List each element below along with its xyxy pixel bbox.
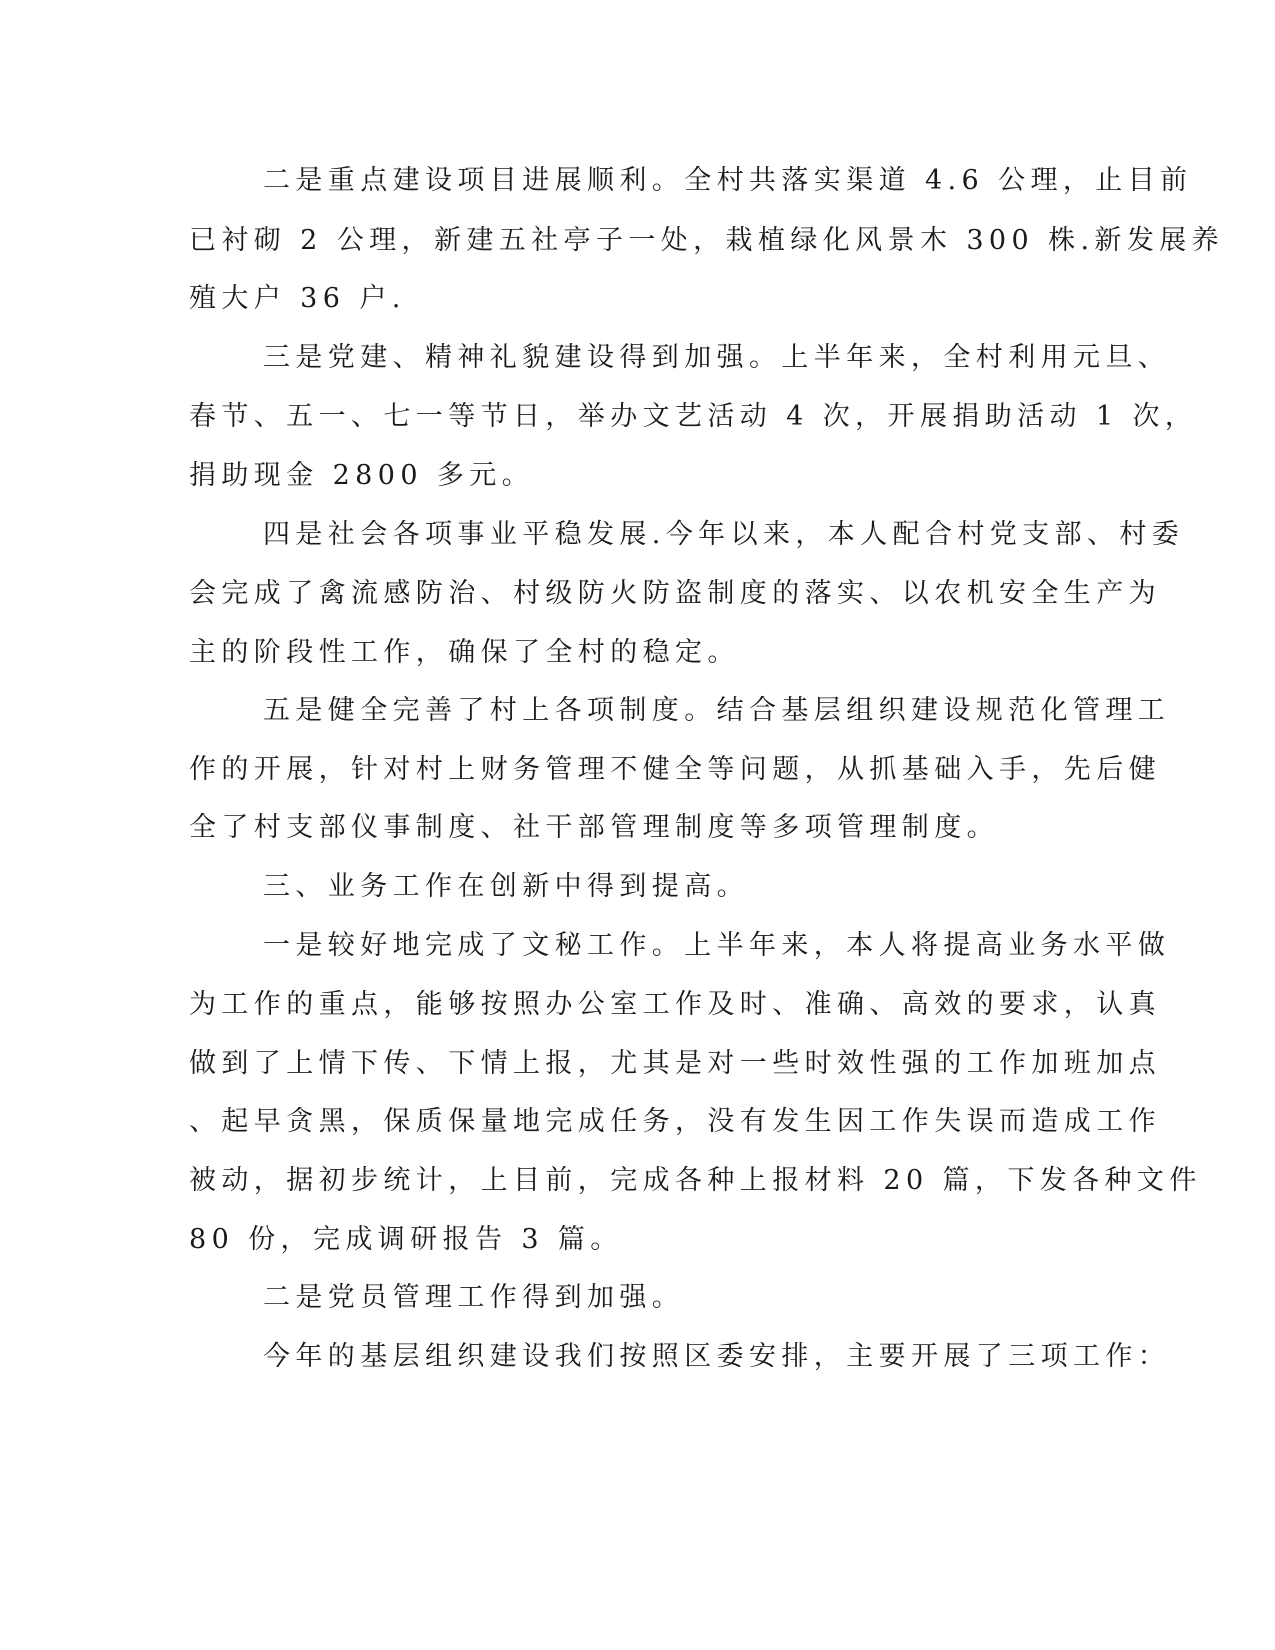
- text-line: 已衬砌 2 公理，新建五社亭子一处，栽植绿化风景木 300 株.新发展养: [189, 225, 1225, 256]
- text-line: 做到了上情下传、下情上报，尤其是对一些时效性强的工作加班加点: [189, 1048, 1161, 1079]
- text-line: 春节、五一、七一等节日，举办文艺活动 4 次，开展捐助活动 1 次，: [189, 401, 1198, 432]
- text-line: 五是健全完善了村上各项制度。结合基层组织建设规范化管理工: [263, 695, 1171, 726]
- text-line: 、起早贪黑，保质保量地完成任务，没有发生因工作失误而造成工作: [189, 1106, 1161, 1137]
- text-line: 作的开展，针对村上财务管理不健全等问题，从抓基础入手，先后健: [189, 754, 1161, 785]
- text-line: 二是重点建设项目进展顺利。全村共落实渠道 4.6 公理，止目前: [263, 165, 1193, 196]
- text-line: 三是党建、精神礼貌建设得到加强。上半年来，全村利用元旦、: [263, 342, 1171, 373]
- text-line: 四是社会各项事业平稳发展.今年以来，本人配合村党支部、村委: [263, 519, 1185, 550]
- text-line: 二是党员管理工作得到加强。: [263, 1282, 685, 1313]
- text-line: 全了村支部仪事制度、社干部管理制度等多项管理制度。: [189, 812, 999, 843]
- text-line: 一是较好地完成了文秘工作。上半年来，本人将提高业务水平做: [263, 930, 1171, 961]
- text-line: 被动，据初步统计，上目前，完成各种上报材料 20 篇，下发各种文件: [189, 1165, 1202, 1196]
- text-line: 主的阶段性工作，确保了全村的稳定。: [189, 637, 740, 668]
- text-line: 捐助现金 2800 多元。: [189, 460, 535, 491]
- section-heading: 三、业务工作在创新中得到提高。: [263, 871, 749, 902]
- text-line: 80 份，完成调研报告 3 篇。: [189, 1224, 623, 1255]
- text-line: 为工作的重点，能够按照办公室工作及时、准确、高效的要求，认真: [189, 989, 1161, 1020]
- text-line: 殖大户 36 户.: [189, 283, 406, 314]
- text-line: 今年的基层组织建设我们按照区委安排，主要开展了三项工作：: [263, 1341, 1171, 1372]
- text-line: 会完成了禽流感防治、村级防火防盗制度的落实、以农机安全生产为: [189, 578, 1161, 609]
